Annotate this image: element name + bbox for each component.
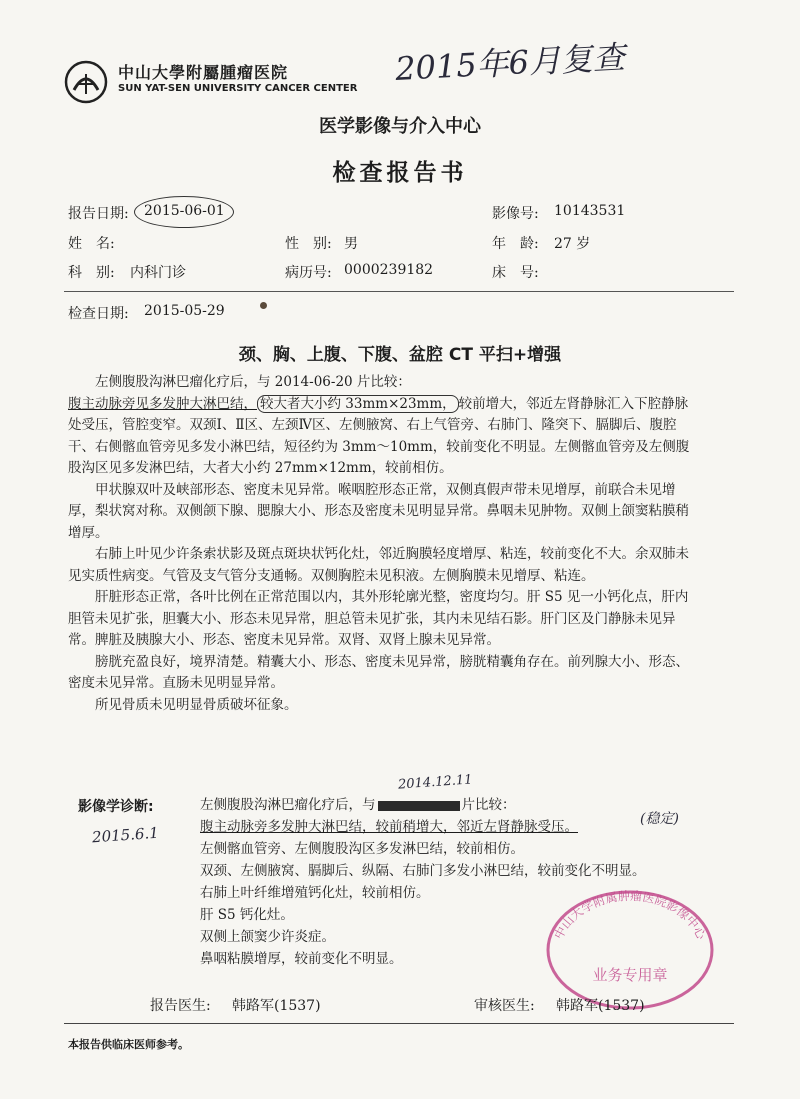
ink-dot (260, 302, 267, 309)
review-doctor-name: 韩路军(1537) (556, 998, 645, 1014)
record-no-value: 0000239182 (344, 262, 434, 278)
report-title: 检查报告书 (332, 160, 468, 186)
svg-text:业务专用章: 业务专用章 (592, 966, 668, 984)
findings-paragraph: 肝脏形态正常，各叶比例在正常范围以内，其外形轮廓光整，密度均匀。肝 S5 见一小钙化点，肝内胆管未见扩张，胆囊大小、形态未见异常，胆总管未见扩张，其内未见结石影。肝门区及门静脉未见异常。脾脏及胰腺大小、形态、密度未见异常。双肾、双肾上腺未见异常。 (68, 589, 689, 648)
report-doctor-label: 报告医生: (150, 998, 211, 1014)
hospital-logo-icon (64, 60, 108, 104)
footer-note: 本报告供临床医师参考。 (68, 1038, 189, 1051)
exam-date-label: 检查日期: (68, 306, 129, 322)
report-date-value: 2015-06-01 (144, 203, 225, 219)
sex-value: 男 (344, 236, 358, 252)
diagnosis-line: 左侧腹股沟淋巴瘤化疗后，与 片比较： (200, 797, 516, 813)
findings-boxed-text: 较大者大小约 33mm×23mm， (257, 395, 459, 413)
age-label: 年 龄: (492, 236, 539, 252)
hospital-name-en: SUN YAT-SEN UNIVERSITY CANCER CENTER (118, 83, 358, 94)
dept-value: 内科门诊 (130, 265, 186, 281)
header-divider (64, 291, 734, 292)
findings-section (68, 372, 698, 716)
report-doctor-name: 韩路军(1537) (232, 998, 321, 1014)
record-no-label: 病历号: (285, 265, 332, 281)
image-no-value: 10143531 (554, 203, 626, 219)
findings-paragraph: 膀胱充盈良好，境界清楚。精囊大小、形态、密度未见异常，膀胱精囊角存在。前列腺大小、形态、密度未见异常。直肠未见明显异常。 (68, 653, 689, 691)
diagnosis-line: 双颈、左侧腋窝、膈脚后、纵隔、右肺门多发小淋巴结，较前变化不明显。 (200, 863, 646, 879)
dept-label: 科 别: (68, 265, 115, 281)
findings-paragraph: 甲状腺双叶及峡部形态、密度未见异常。喉咽腔形态正常，双侧真假声带未见增厚，前联合未见增厚，梨状窝对称。双侧颌下腺、腮腺大小、形态及密度未见明显异常。鼻咽未见肿物。双侧上颌窦粘膜稍增厚。 (68, 481, 689, 541)
image-no-label: 影像号: (492, 206, 539, 222)
sex-label: 性 别: (285, 236, 332, 252)
center-title: 医学影像与介入中心 (319, 116, 481, 137)
redacted-mark (378, 801, 460, 811)
official-stamp (540, 880, 720, 1010)
svg-text:中山大学附属肿瘤医院影像中心: 中山大学附属肿瘤医院影像中心 (551, 888, 709, 942)
diagnosis-line: 腹主动脉旁多发肿大淋巴结，较前稍增大，邻近左肾静脉受压。 (200, 819, 578, 835)
diagnosis-line: 肝 S5 钙化灶。 (200, 907, 294, 923)
findings-underlined-text: 腹主动脉旁见多发肿大淋巴结， (68, 395, 257, 412)
handwritten-stable-note: (稳定) (640, 811, 679, 827)
handwritten-compare-date: 2014.12.11 (397, 772, 473, 793)
findings-paragraph: 所见骨质未见明显骨质破坏征象。 (95, 696, 298, 713)
diagnosis-line: 右肺上叶纤维增殖钙化灶，较前相仿。 (200, 885, 430, 901)
exam-title: 颈、胸、上腹、下腹、盆腔 CT 平扫+增强 (238, 345, 562, 365)
findings-paragraph (68, 394, 698, 480)
footer-divider (64, 1023, 734, 1024)
review-doctor-label: 审核医生: (474, 998, 535, 1014)
report-date-label: 报告日期: (68, 206, 129, 222)
bed-label: 床 号: (492, 265, 539, 281)
diagnosis-line: 双侧上颌窦少许炎症。 (200, 929, 335, 945)
hospital-name-cn: 中山大學附屬腫瘤医院 (118, 63, 289, 82)
diagnosis-line: 左侧髂血管旁、左侧腹股沟区多发淋巴结，较前相仿。 (200, 841, 524, 857)
diagnosis-line: 鼻咽粘膜增厚，较前变化不明显。 (200, 951, 403, 967)
handwritten-review-note: 2015年6月复查 (394, 38, 626, 88)
findings-text: 较前增大，邻近左肾静脉汇入下腔静脉处受压，管腔变窄。双颈Ⅰ、Ⅱ区、左颈Ⅳ区、左侧腋窝、右上气管旁、右肺门、隆突下、膈脚后、腹腔干、右侧髂血管旁见多发小淋巴结，短径约为 3mm～10mm，较前变化不明显。左侧髂血管旁及左侧腹股沟区见多发淋巴结，大者大小约 27mm×12mm，较前相仿。 (68, 395, 690, 476)
name-label: 姓 名: (68, 236, 115, 252)
age-value: 27 岁 (554, 236, 591, 252)
handwritten-side-date: 2015.6.1 (91, 823, 160, 847)
diagnosis-label: 影像学诊断: (78, 799, 154, 815)
findings-paragraph: 右肺上叶见少许条索状影及斑点斑块状钙化灶，邻近胸膜轻度增厚、粘连，较前变化不大。余双肺未见实质性病变。气管及支气管分支通畅。双侧胸腔未见积液。左侧胸膜未见增厚、粘连。 (68, 546, 689, 584)
exam-date-value: 2015-05-29 (144, 303, 225, 319)
findings-paragraph: 左侧腹股沟淋巴瘤化疗后，与 2014-06-20 片比较： (95, 374, 411, 390)
